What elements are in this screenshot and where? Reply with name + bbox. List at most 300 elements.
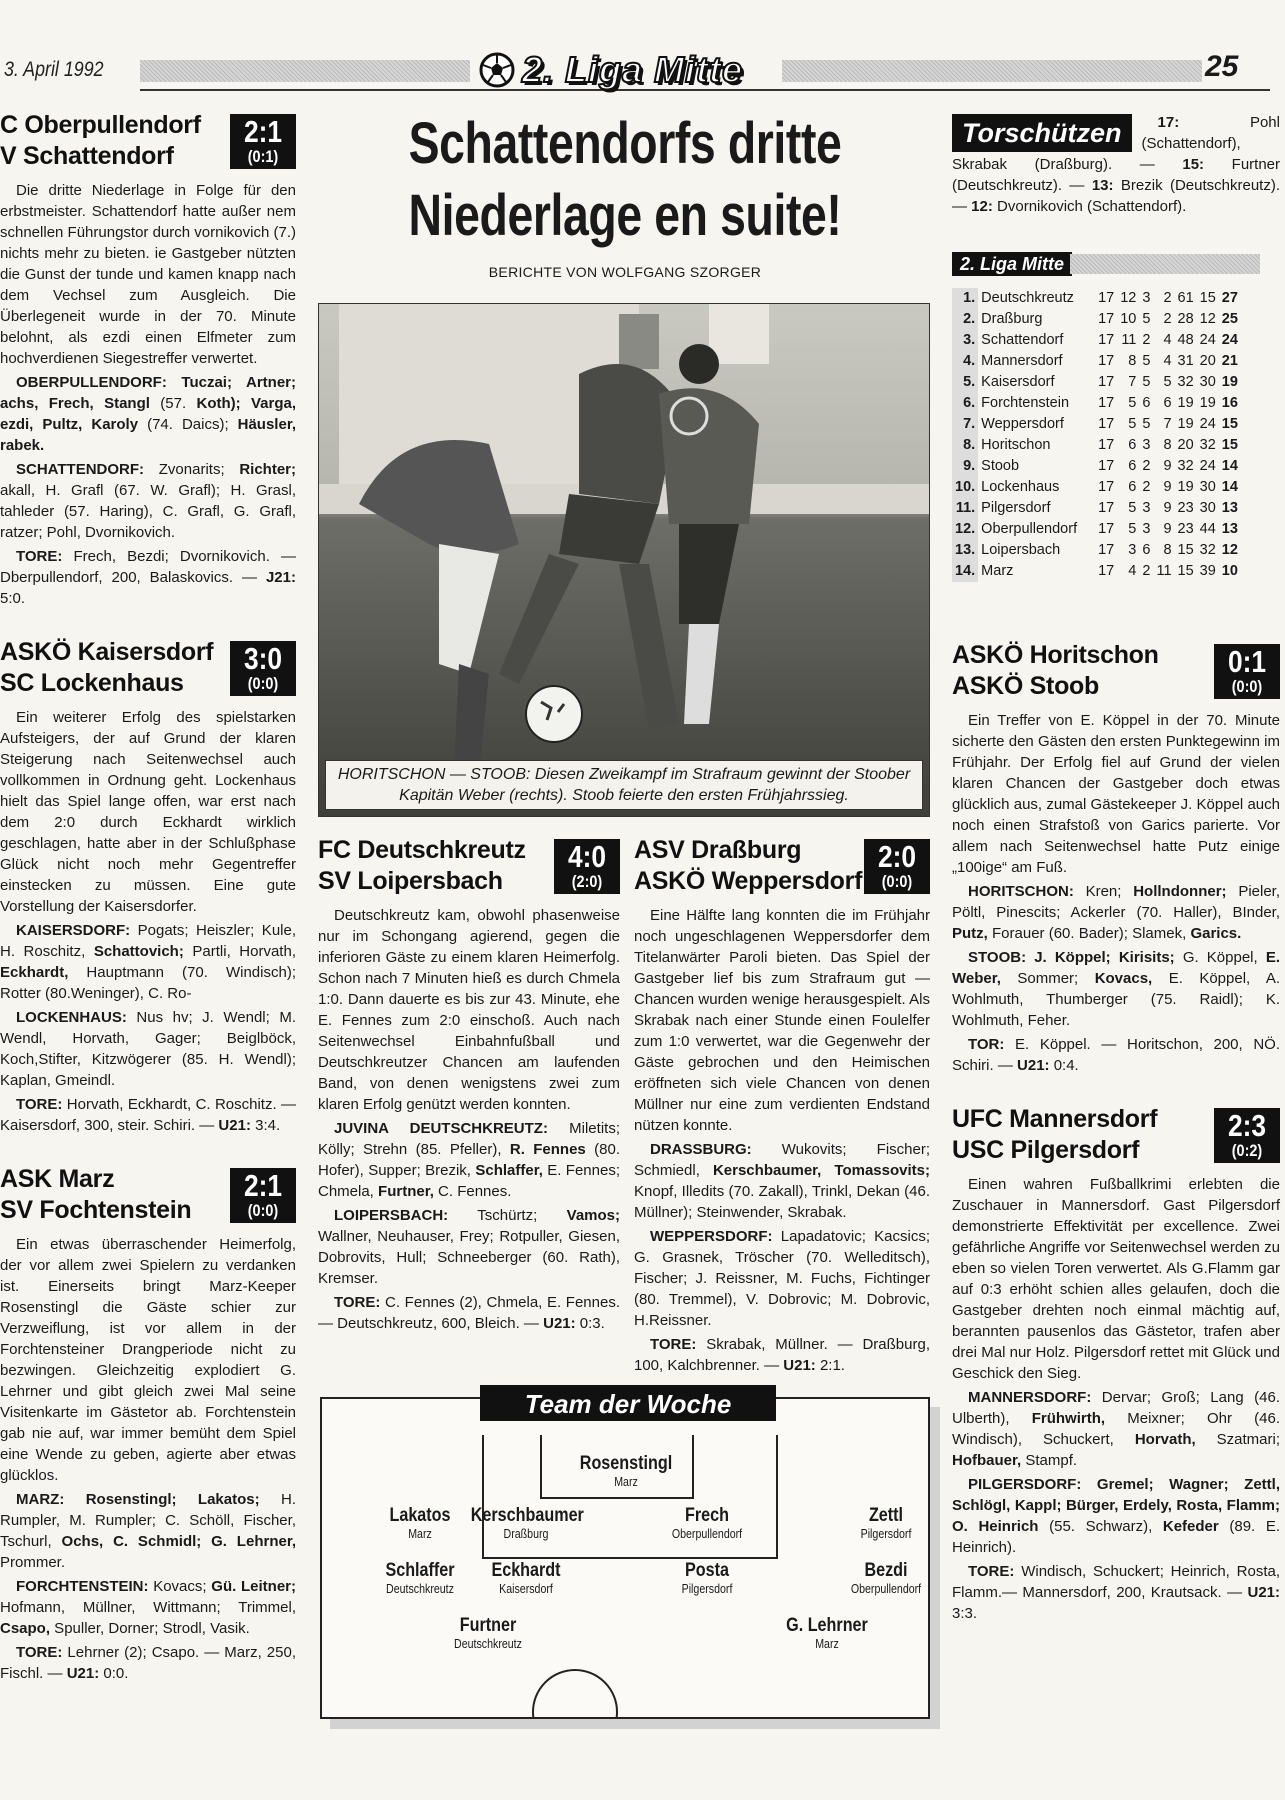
cell-won: 5: [1128, 521, 1137, 537]
paragraph: [318, 1292, 620, 1334]
player-name: Schlaffer: [385, 1560, 455, 1581]
header-bar-left: [140, 60, 470, 82]
cell-won: 12: [1120, 290, 1137, 306]
match-header: [0, 110, 296, 180]
cell-goals-for: 32: [1177, 374, 1194, 390]
paragraph: [0, 372, 296, 456]
text: C. Fennes.: [433, 1183, 512, 1200]
paragraph: [634, 905, 930, 1136]
away-team: ASKÖ Weppersdorf: [634, 867, 863, 895]
home-team: ASKÖ Kaisersdorf: [0, 638, 214, 666]
bold-text: Hollndonner;: [1133, 883, 1227, 900]
text: Pogats; Heiszler; Kule, H. Roschitz,: [0, 922, 296, 960]
match-header: [318, 835, 620, 905]
bold-text: MANNERSDORF:: [968, 1389, 1092, 1406]
bold-text: Eckhardt,: [0, 964, 69, 981]
table-row: [952, 351, 1241, 372]
bold-text: Richter;: [239, 461, 296, 478]
cell-drawn: 6: [1142, 542, 1151, 558]
standings-label: 2. Liga Mitte: [952, 252, 1072, 276]
table-row: [952, 372, 1241, 393]
text: (74. Daics);: [138, 416, 238, 433]
cell-won: 11: [1121, 332, 1137, 348]
cell-team: Kaisersdorf: [981, 374, 1055, 390]
text: Lehrner (2); Csapo. — Marz, 250, Fischl. —: [0, 1644, 296, 1682]
report-body: [0, 180, 296, 609]
paragraph: [0, 546, 296, 609]
table-row: [952, 477, 1241, 498]
table-row: [952, 435, 1241, 456]
home-team: ASV Draßburg: [634, 836, 802, 864]
score-box: [1214, 644, 1280, 699]
text: Prommer.: [0, 1554, 66, 1571]
cell-drawn: 6: [1142, 395, 1151, 411]
cell-points: 21: [1221, 353, 1238, 369]
text: (89. E. Heinrich).: [952, 1518, 1280, 1556]
team-player: [461, 1505, 591, 1541]
text: Eine Hälfte lang konnten die im Frühjahr noch ungeschlagenen Weppersdorfer dem Titelanwärter Paroli bieten. Das Spiel der Gastgeber lief bis zum Strafraum gut — Chancen wurden wenige herausgespielt. Als Skrabak nach einer Stunde einen Foulelfer zum 1:0 verwertet, war die Gegenwehr der Gäste gebrochen und den Heimischen eröffneten sich viele Chancen von denen Müllner nur eine zum verdienten Endstand nützen konnte.: [634, 907, 930, 1134]
cell-rank: 12.: [952, 519, 978, 540]
cell-rank: 8.: [952, 435, 978, 456]
standings-table: [952, 252, 1280, 582]
cell-won: 7: [1128, 374, 1137, 390]
text: 5:0.: [0, 590, 26, 607]
cell-goals-for: 19: [1177, 395, 1194, 411]
bold-text: R. Fennes: [509, 1141, 586, 1158]
report-body: [634, 905, 930, 1376]
final-score: 0:1: [1227, 644, 1267, 679]
bold-text: STOOB: J. Köppel; Kirisits;: [968, 949, 1175, 966]
cell-rank: 5.: [952, 372, 978, 393]
text: Meixner; Ohr (46. Windisch), Schuckert,: [952, 1410, 1281, 1448]
cell-lost: 2: [1163, 290, 1172, 306]
home-team: C Oberpullendorf: [0, 111, 201, 139]
cell-goals-for: 19: [1177, 416, 1194, 432]
cell-won: 5: [1128, 416, 1137, 432]
text: 3:3.: [952, 1605, 978, 1622]
text: 0:3.: [575, 1315, 605, 1332]
paragraph: [0, 1576, 296, 1639]
paragraph: [0, 1094, 296, 1136]
cell-won: 6: [1128, 458, 1137, 474]
bold-text: TORE:: [16, 1644, 63, 1661]
bold-text: LOIPERSBACH:: [334, 1207, 449, 1224]
player-club: Pilgersdorf: [681, 1582, 733, 1596]
text: Hofmann, Müllner, Wittmann; Trimmel,: [0, 1599, 296, 1616]
text: E. Köppel, A. Wohlmuth, Thumberger (75. Raidl); K. Wohlmuth, Feher.: [952, 970, 1280, 1029]
cell-played: 17: [1098, 290, 1115, 306]
text: Ein weiterer Erfolg des spielstarken Aufsteigers, der auf Grund der klaren Steigerung nach Seitenwechsel auch vollkommen in Ordnung geht. Lockenhaus hielt das Spiel lange offen, war erst nach dem 2:0 durch Eckhardt wirklich geschlagen, hatte aber in der Schlußphase Glück nicht noch mehr Gegentreffer einstecken zu müssen. Eine gute Vorstellung der Kaisersdorfer.: [0, 709, 296, 915]
bold-text: HORITSCHON:: [968, 883, 1074, 900]
player-club: Marz: [815, 1637, 839, 1651]
team-player: [461, 1560, 591, 1596]
away-team: ASKÖ Stoob: [952, 672, 1099, 700]
paragraph: [634, 1139, 930, 1223]
bold-text: Ochs, C. Schmidl; G. Lehrner,: [61, 1533, 296, 1550]
cell-won: 6: [1128, 437, 1137, 453]
center-circle: [532, 1669, 618, 1755]
team-player: [642, 1505, 772, 1541]
paragraph: [952, 1174, 1280, 1384]
team-player: [642, 1560, 772, 1596]
cell-played: 17: [1098, 521, 1115, 537]
report-body: [318, 905, 620, 1334]
bold-text: 12:: [971, 198, 993, 215]
text: Horvath, Eckhardt, C. Roschitz. — Kaisersdorf, 300, steir. Schiri. —: [0, 1096, 296, 1134]
match-header: [0, 637, 296, 707]
halftime-score: (0:2): [1231, 1141, 1263, 1160]
cell-rank: 14.: [952, 561, 978, 582]
cell-goals-against: 24: [1199, 332, 1216, 348]
bold-text: Hofbauer,: [952, 1452, 1022, 1469]
halftime-score: (0:0): [1231, 677, 1263, 696]
table-row: [952, 540, 1241, 561]
cell-drawn: 3: [1142, 437, 1151, 453]
text: Dervar; Groß; Lang (46. Ulberth),: [952, 1389, 1280, 1427]
match-header: [952, 1104, 1280, 1174]
final-score: 2:0: [877, 839, 917, 874]
text: Kren;: [1073, 883, 1134, 900]
bold-text: U21:: [218, 1117, 251, 1134]
player-club: Kaisersdorf: [499, 1582, 553, 1596]
paragraph: [0, 1489, 296, 1573]
cell-played: 17: [1098, 479, 1115, 495]
table-row: [952, 309, 1241, 330]
bold-text: 17:: [1157, 114, 1180, 131]
final-score: 2:1: [243, 114, 283, 149]
player-name: Eckhardt: [491, 1560, 561, 1581]
player-club: Pilgersdorf: [860, 1527, 912, 1541]
cell-team: Deutschkreutz: [981, 290, 1074, 306]
cell-won: 6: [1128, 479, 1137, 495]
bold-text: Frühwirth,: [1031, 1410, 1106, 1427]
score-box: [230, 641, 296, 696]
pitch: [320, 1397, 930, 1719]
text: G. Köppel,: [1174, 949, 1266, 966]
cell-points: 15: [1221, 416, 1238, 432]
bold-text: Furtner,: [378, 1183, 434, 1200]
cell-played: 17: [1098, 332, 1115, 348]
player-name: Rosenstingl: [579, 1453, 673, 1474]
cell-goals-for: 48: [1177, 332, 1194, 348]
match-report: [952, 640, 1280, 1076]
text: Kovacs;: [148, 1578, 212, 1595]
team-of-week-title: Team der Woche: [480, 1385, 776, 1421]
headline-block: [315, 108, 935, 280]
cell-goals-for: 61: [1177, 290, 1194, 306]
cell-drawn: 2: [1142, 479, 1151, 495]
text: Deutschkreutz kam, obwohl phasenweise nur im Schongang agierend, gegen die inferioren Gäste zu einem klaren Heimerfolg. Schon nach 7 Minuten hieß es durch Chmela 1:0. Dann dauerte es bis zur 43. Minute, ehe E. Fennes zum 2:0 einschoß. Auch nach Seitenwechsel Einbahnfußball und Deutschkreutzer Chancen am laufenden Band, von denen wenigstens zwei zum klaren Erfolg genützt werden konnten.: [318, 907, 620, 1113]
cell-team: Schattendorf: [981, 332, 1064, 348]
text: Stampf.: [1021, 1452, 1078, 1469]
bold-text: Gü. Leitner;: [211, 1578, 296, 1595]
table-row: [952, 393, 1241, 414]
cell-lost: 9: [1163, 521, 1172, 537]
cell-goals-against: 20: [1199, 353, 1216, 369]
text: akall, H. Grafl (67. W. Grafl); H. Grasl, tahleder (57. Haring), C. Grafl, G. Grafl, ratzer; Pohl, Dvornikovich.: [0, 482, 296, 541]
home-team: ASK Marz: [0, 1165, 115, 1193]
bold-text: TOR:: [968, 1036, 1005, 1053]
player-name: Furtner: [459, 1615, 517, 1636]
bold-text: WEPPERSDORF:: [650, 1228, 773, 1245]
team-of-the-week: [320, 1385, 932, 1720]
cell-points: 27: [1221, 290, 1238, 306]
text: Forauer (60. Bader); Slamek,: [987, 925, 1191, 942]
report-body: [0, 707, 296, 1136]
team-player: [821, 1560, 951, 1596]
text: Furtner (Deutschkreutz). —: [952, 156, 1280, 194]
cell-lost: 6: [1163, 395, 1172, 411]
score-box: [554, 839, 620, 894]
table-row: [952, 498, 1241, 519]
bold-text: TORE:: [16, 548, 63, 565]
text: Brezik (Deutschkreutz). —: [952, 177, 1280, 215]
match-report: [0, 1164, 296, 1684]
paragraph: [0, 707, 296, 917]
cell-lost: 5: [1163, 374, 1172, 390]
report-body: [0, 1234, 296, 1684]
cell-lost: 4: [1163, 332, 1172, 348]
team-player: [821, 1505, 951, 1541]
text: Wallner, Neuhauser, Frey; Rotpuller, Giesen, Dobrovits, Hull; Schneeberger (60. Rath), Kremser.: [318, 1228, 620, 1287]
score-box: [864, 839, 930, 894]
paragraph: [318, 1118, 620, 1202]
table-row: [952, 288, 1241, 309]
bold-text: 15:: [1182, 156, 1205, 173]
paragraph: [0, 1642, 296, 1684]
top-scorers: [952, 112, 1280, 220]
text: Zvonarits;: [144, 461, 240, 478]
cell-team: Lockenhaus: [981, 479, 1060, 495]
bold-text: DRASSBURG:: [650, 1141, 752, 1158]
cell-lost: 9: [1163, 479, 1172, 495]
cell-played: 17: [1098, 395, 1115, 411]
text: (57.: [149, 395, 197, 412]
cell-points: 16: [1221, 395, 1238, 411]
cell-won: 10: [1120, 311, 1137, 327]
cell-won: 5: [1128, 500, 1137, 516]
bold-text: PILGERSDORF: Gremel; Wagner; Zettl, Schlögl, Kappl; Bürger, Erdely, Rosta, Flamm; O. Heinrich: [952, 1476, 1280, 1535]
football-icon: [478, 51, 516, 89]
cell-played: 17: [1098, 458, 1115, 474]
cell-drawn: 5: [1142, 311, 1151, 327]
team-player: [423, 1615, 553, 1651]
paragraph: [952, 881, 1280, 944]
cell-played: 17: [1098, 500, 1115, 516]
paragraph: [0, 180, 296, 369]
team-player: [762, 1615, 892, 1651]
text: Frech, Bezdi; Dvornikovich. — Dberpullendorf, 200, Balaskovics. —: [0, 548, 296, 586]
table-row: [952, 561, 1241, 582]
right-column: [952, 640, 1280, 1652]
cell-team: Oberpullendorf: [981, 521, 1078, 537]
bold-text: TORE:: [650, 1336, 697, 1353]
section-title: 2. Liga Mitte: [522, 49, 744, 90]
paragraph: [0, 1234, 296, 1486]
cell-lost: 8: [1163, 542, 1172, 558]
bold-text: TORE:: [968, 1563, 1015, 1580]
away-team: SC Lockenhaus: [0, 669, 184, 697]
text: (80. Hofer), Supper; Brezik,: [318, 1141, 620, 1179]
cell-goals-for: 15: [1177, 542, 1194, 558]
away-team: USC Pilgersdorf: [952, 1136, 1140, 1164]
cell-team: Draßburg: [981, 311, 1043, 327]
bold-text: FORCHTENSTEIN:: [16, 1578, 149, 1595]
cell-goals-for: 20: [1177, 437, 1194, 453]
cell-rank: 1.: [952, 288, 978, 309]
photo-caption: HORITSCHON — STOOB: Diesen Zweikampf im Strafraum gewinnt der Stoober Kapitän Weber (rechts). Stoob feierte den ersten Frühjahrssieg.: [325, 760, 923, 810]
bold-text: Schattovich;: [93, 943, 184, 960]
cell-points: 12: [1221, 542, 1238, 558]
text: Tschürtz;: [448, 1207, 567, 1224]
player-name: Kerschbaumer: [470, 1505, 584, 1526]
cell-drawn: 5: [1142, 374, 1151, 390]
text: Spuller, Dorner; Strodl, Vasik.: [50, 1620, 250, 1637]
paragraph: [952, 710, 1280, 878]
cell-points: 24: [1221, 332, 1238, 348]
byline: BERICHTE VON WOLFGANG SZORGER: [488, 264, 762, 280]
text: 0:0.: [99, 1665, 129, 1682]
text: E. Fennes; Chmela,: [318, 1162, 620, 1200]
cell-goals-for: 31: [1177, 353, 1194, 369]
cell-lost: 9: [1163, 500, 1172, 516]
page-header: [0, 48, 1285, 98]
paragraph: [952, 1387, 1280, 1471]
cell-drawn: 5: [1142, 416, 1151, 432]
cell-drawn: 2: [1142, 563, 1151, 579]
cell-goals-for: 19: [1177, 479, 1194, 495]
final-score: 4:0: [567, 839, 607, 874]
bold-text: U21:: [543, 1315, 576, 1332]
player-club: Deutschkreutz: [454, 1637, 522, 1651]
cell-team: Loipersbach: [981, 542, 1061, 558]
cell-lost: 11: [1156, 563, 1172, 579]
cell-drawn: 2: [1142, 458, 1151, 474]
top-scorers-label: Torschützen: [952, 114, 1132, 152]
bold-text: Schlaffer,: [475, 1162, 543, 1179]
cell-rank: 7.: [952, 414, 978, 435]
cell-team: Horitschon: [981, 437, 1051, 453]
home-team: ASKÖ Horitschon: [952, 641, 1159, 669]
cell-goals-against: 15: [1199, 290, 1216, 306]
cell-goals-against: 39: [1199, 563, 1216, 579]
away-team: SV Loipersbach: [318, 867, 503, 895]
cell-played: 17: [1098, 353, 1115, 369]
bold-text: MARZ: Rosenstingl; Lakatos;: [16, 1491, 260, 1508]
cell-team: Marz: [981, 563, 1014, 579]
paragraph: [318, 1205, 620, 1289]
table-row: [952, 414, 1241, 435]
team-player: [561, 1453, 691, 1489]
cell-team: Stoob: [981, 458, 1020, 474]
cell-goals-against: 12: [1199, 311, 1216, 327]
paragraph: [0, 459, 296, 543]
table-row: [952, 519, 1241, 540]
bold-text: Kefeder: [1162, 1518, 1219, 1535]
cell-lost: 7: [1163, 416, 1172, 432]
section-logo: [478, 48, 778, 92]
home-team: UFC Mannersdorf: [952, 1105, 1158, 1133]
cell-won: 4: [1128, 563, 1137, 579]
cell-goals-against: 30: [1199, 500, 1216, 516]
bold-text: Kovacs,: [1094, 970, 1153, 987]
paragraph: [0, 920, 296, 1004]
player-name: G. Lehrner: [786, 1615, 868, 1636]
away-team: SV Fochtenstein: [0, 1196, 192, 1224]
match-report: [318, 835, 620, 1334]
cell-points: 14: [1221, 479, 1238, 495]
text: Szatmari;: [1195, 1431, 1280, 1448]
cell-rank: 3.: [952, 330, 978, 351]
bold-text: KAISERSDORF:: [16, 922, 131, 939]
cell-goals-for: 32: [1177, 458, 1194, 474]
bold-text: U21:: [783, 1357, 816, 1374]
report-body: [952, 710, 1280, 1076]
final-score: 3:0: [243, 641, 283, 676]
cell-lost: 4: [1163, 353, 1172, 369]
text: Ein Treffer von E. Köppel in der 70. Minute sicherte den Gästen den ersten Punktegewinn im Frühjahr. Der Erfolg fiel auf Grund der vielen klaren Chancen der Gastgeber doch etwas glücklich aus, zumal Gästekeeper J. Köppel auch noch einen Strafstoß von Garics parierte. Vor allem nach Seitenwechsel hatte Putz einige „100ige“ am Fuß.: [952, 712, 1280, 876]
text: Einen wahren Fußballkrimi erlebten die Zuschauer in Mannersdorf. Gast Pilgersdorf demonstrierte Effektivität per excellence. Zwei gefährliche Angriffe vor Seitenwechsel werden zu eben so vielen Toren verwertet. Als G.Flamm gar auf 0:3 erhöht schien alles gelaufen, doch die Gastgeber drehten noch einmal mächtig auf, berannten pausenlos das Gästetor, trafen aber drei Mal nur Holz. Pilgersdorf rettet mit Glück und Geschick den Sieg.: [952, 1176, 1280, 1382]
text: 3:4.: [250, 1117, 281, 1134]
bold-text: LOCKENHAUS:: [16, 1009, 127, 1026]
cell-goals-for: 23: [1177, 500, 1194, 516]
cell-lost: 9: [1163, 458, 1172, 474]
halftime-score: (0:0): [881, 872, 913, 891]
cell-points: 25: [1221, 311, 1238, 327]
text: E. Köppel. — Horitschon, 200, NÖ. Schiri. —: [952, 1036, 1280, 1074]
bold-text: TORE:: [334, 1294, 381, 1311]
text: Wukovits; Fischer; Schmiedl,: [634, 1141, 930, 1179]
photo-image: [319, 304, 929, 816]
player-club: Oberpullendorf: [850, 1582, 922, 1596]
bold-text: Garics.: [1190, 925, 1242, 942]
text: (55. Schwarz),: [1038, 1518, 1163, 1535]
player-name: Lakatos: [389, 1505, 451, 1526]
bold-text: Horvath,: [1134, 1431, 1196, 1448]
match-report: [0, 110, 296, 609]
bold-text: Koth); Varga, ezdi, Pultz, Karoly: [0, 395, 297, 433]
bold-text: Kerschbaumer, Tomassovits;: [712, 1162, 930, 1179]
match-header: [952, 640, 1280, 710]
text: Hauptmann (70. Windisch); Rotter (80.Weninger), C. Ro-: [0, 964, 296, 1002]
player-club: Oberpullendorf: [671, 1527, 743, 1541]
halftime-score: (2:0): [571, 872, 603, 891]
paragraph: [318, 905, 620, 1115]
issue-date: 3. April 1992: [4, 58, 104, 81]
cell-goals-against: 32: [1199, 437, 1216, 453]
player-club: Marz: [614, 1475, 638, 1489]
text: 0:4.: [1049, 1057, 1079, 1074]
text: Lapadatovic; Kacsics; G. Grasnek, Tröscher (70. Welleditsch), Fischer; J. Reissner, M. Fuchs, Fichtinger (80. Tremmel), V. Dobrovic; M. Dobrovic, H.Reissner.: [634, 1228, 930, 1329]
final-score: 2:1: [243, 1168, 283, 1203]
cell-drawn: 3: [1142, 500, 1151, 516]
cell-lost: 8: [1163, 437, 1172, 453]
cell-drawn: 3: [1142, 290, 1151, 306]
standings-bar: [1070, 254, 1260, 274]
cell-rank: 10.: [952, 477, 978, 498]
score-box: [230, 1168, 296, 1223]
bold-text: TORE:: [16, 1096, 63, 1113]
paragraph: [634, 1226, 930, 1331]
player-name: Frech: [685, 1505, 729, 1526]
table-row: [952, 330, 1241, 351]
cell-goals-against: 32: [1199, 542, 1216, 558]
match-report: [952, 1104, 1280, 1624]
cell-played: 17: [1098, 416, 1115, 432]
table-row: [952, 456, 1241, 477]
halftime-score: (0:1): [247, 147, 279, 166]
cell-won: 5: [1128, 395, 1137, 411]
